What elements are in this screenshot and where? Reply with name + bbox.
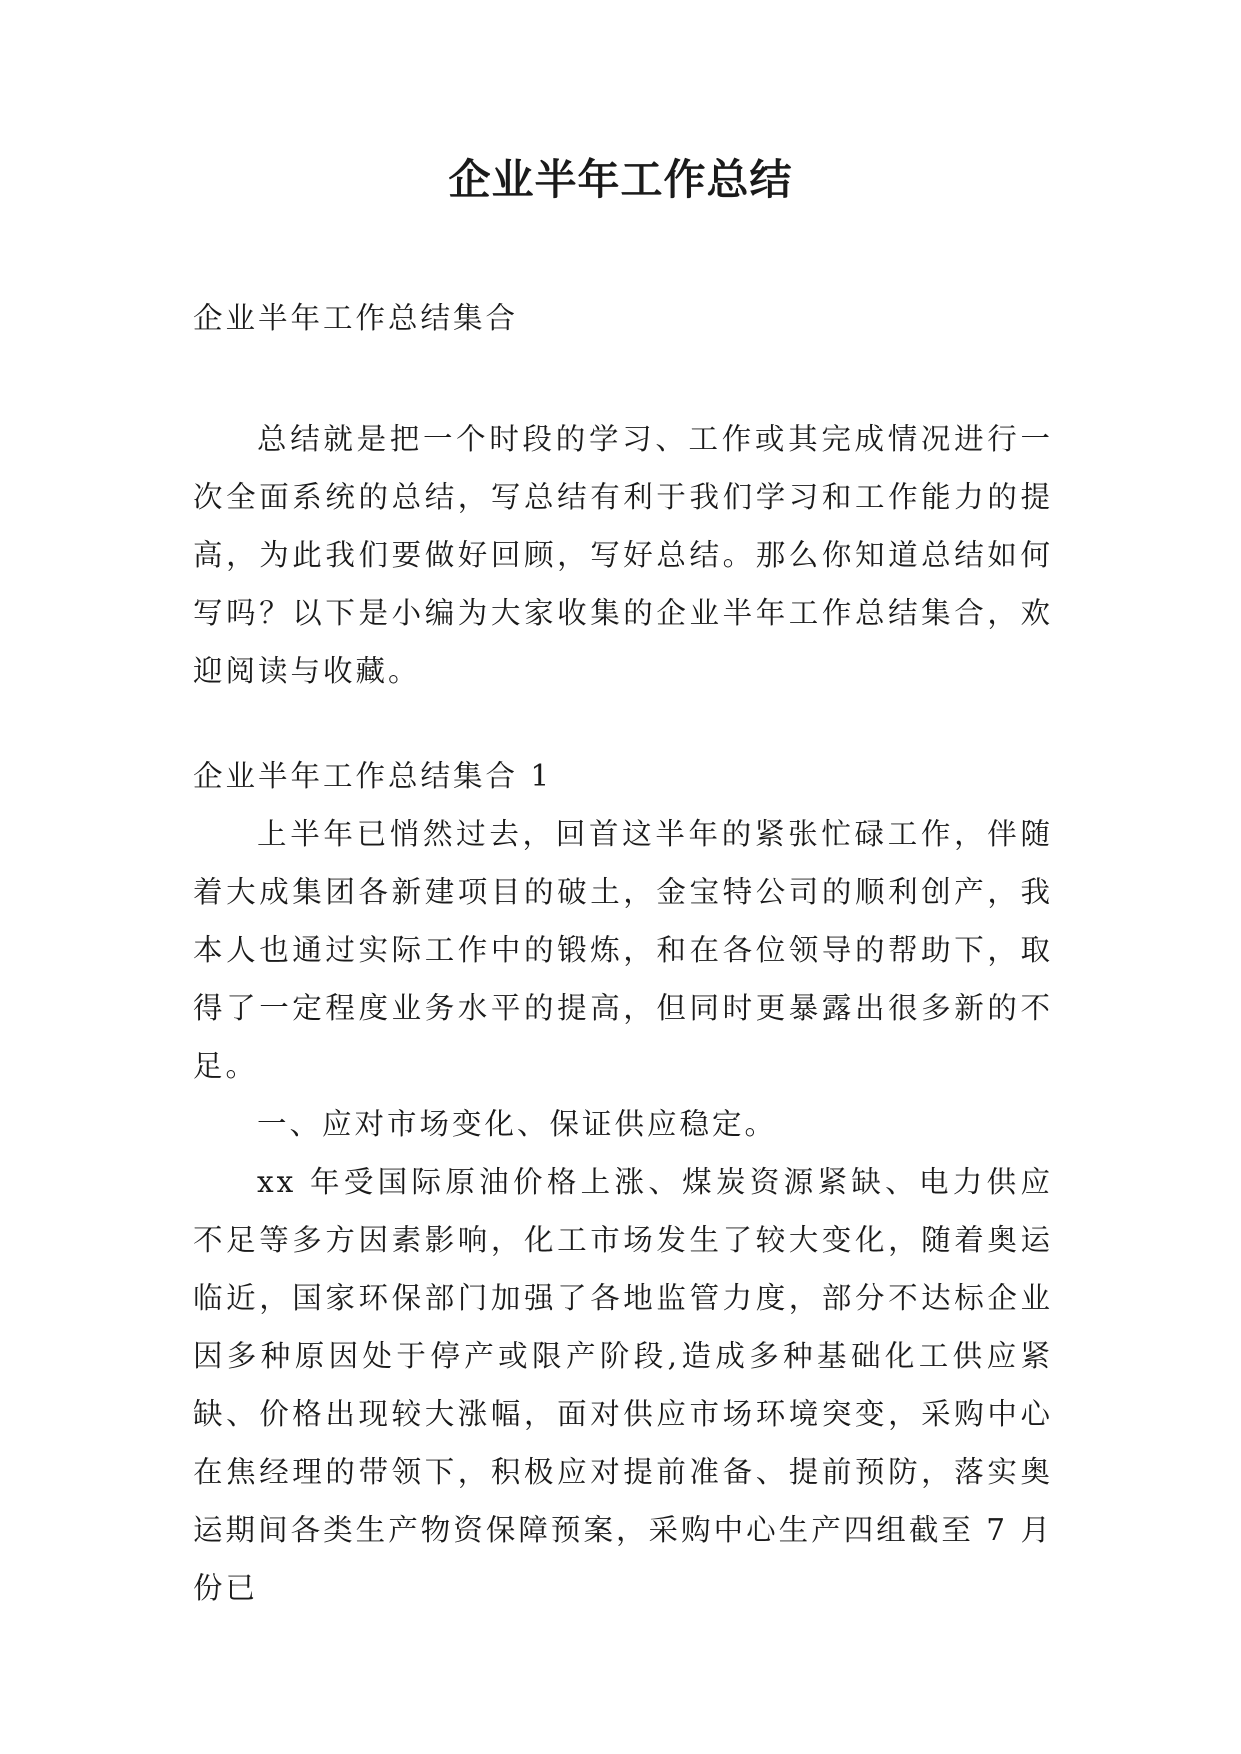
intro-paragraph: 总结就是把一个时段的学习、工作或其完成情况进行一次全面系统的总结，写总结有利于我们学习和工作能力的提高，为此我们要做好回顾，写好总结。那么你知道总结如何写吗？以下是小编为大家收集的企业半年工作总结集合，欢迎阅读与收藏。 (193, 422, 1053, 688)
body-block (193, 747, 1053, 1617)
document-subtitle (193, 289, 1053, 347)
subtitle-text: 企业半年工作总结集合 (193, 301, 519, 335)
body-paragraph: xx 年受国际原油价格上涨、煤炭资源紧缺、电力供应不足等多方因素影响，化工市场发生了较大变化，随着奥运临近，国家环保部门加强了各地监管力度，部分不达标企业因多种原因处于停产或限产阶段,造成多种基础化工供应紧缺、价格出现较大涨幅，面对供应市场环境突变，采购中心在焦经理的带领下，积极应对提前准备、提前预防，落实奥运期间各类生产物资保障预案，采购中心生产四组截至 7 月份已 (193, 1165, 1053, 1605)
document-title: 企业半年工作总结 (448, 155, 793, 204)
point-heading: 一、应对市场变化、保证供应稳定。 (257, 1107, 778, 1141)
intro-block (193, 410, 1053, 700)
section-heading: 企业半年工作总结集合 1 (193, 759, 553, 793)
body-paragraph: 上半年已悄然过去，回首这半年的紧张忙碌工作，伴随着大成集团各新建项目的破土，金宝特公司的顺利创产，我本人也通过实际工作中的锻炼，和在各位领导的帮助下，取得了一定程度业务水平的提高，但同时更暴露出很多新的不足。 (193, 817, 1053, 1083)
